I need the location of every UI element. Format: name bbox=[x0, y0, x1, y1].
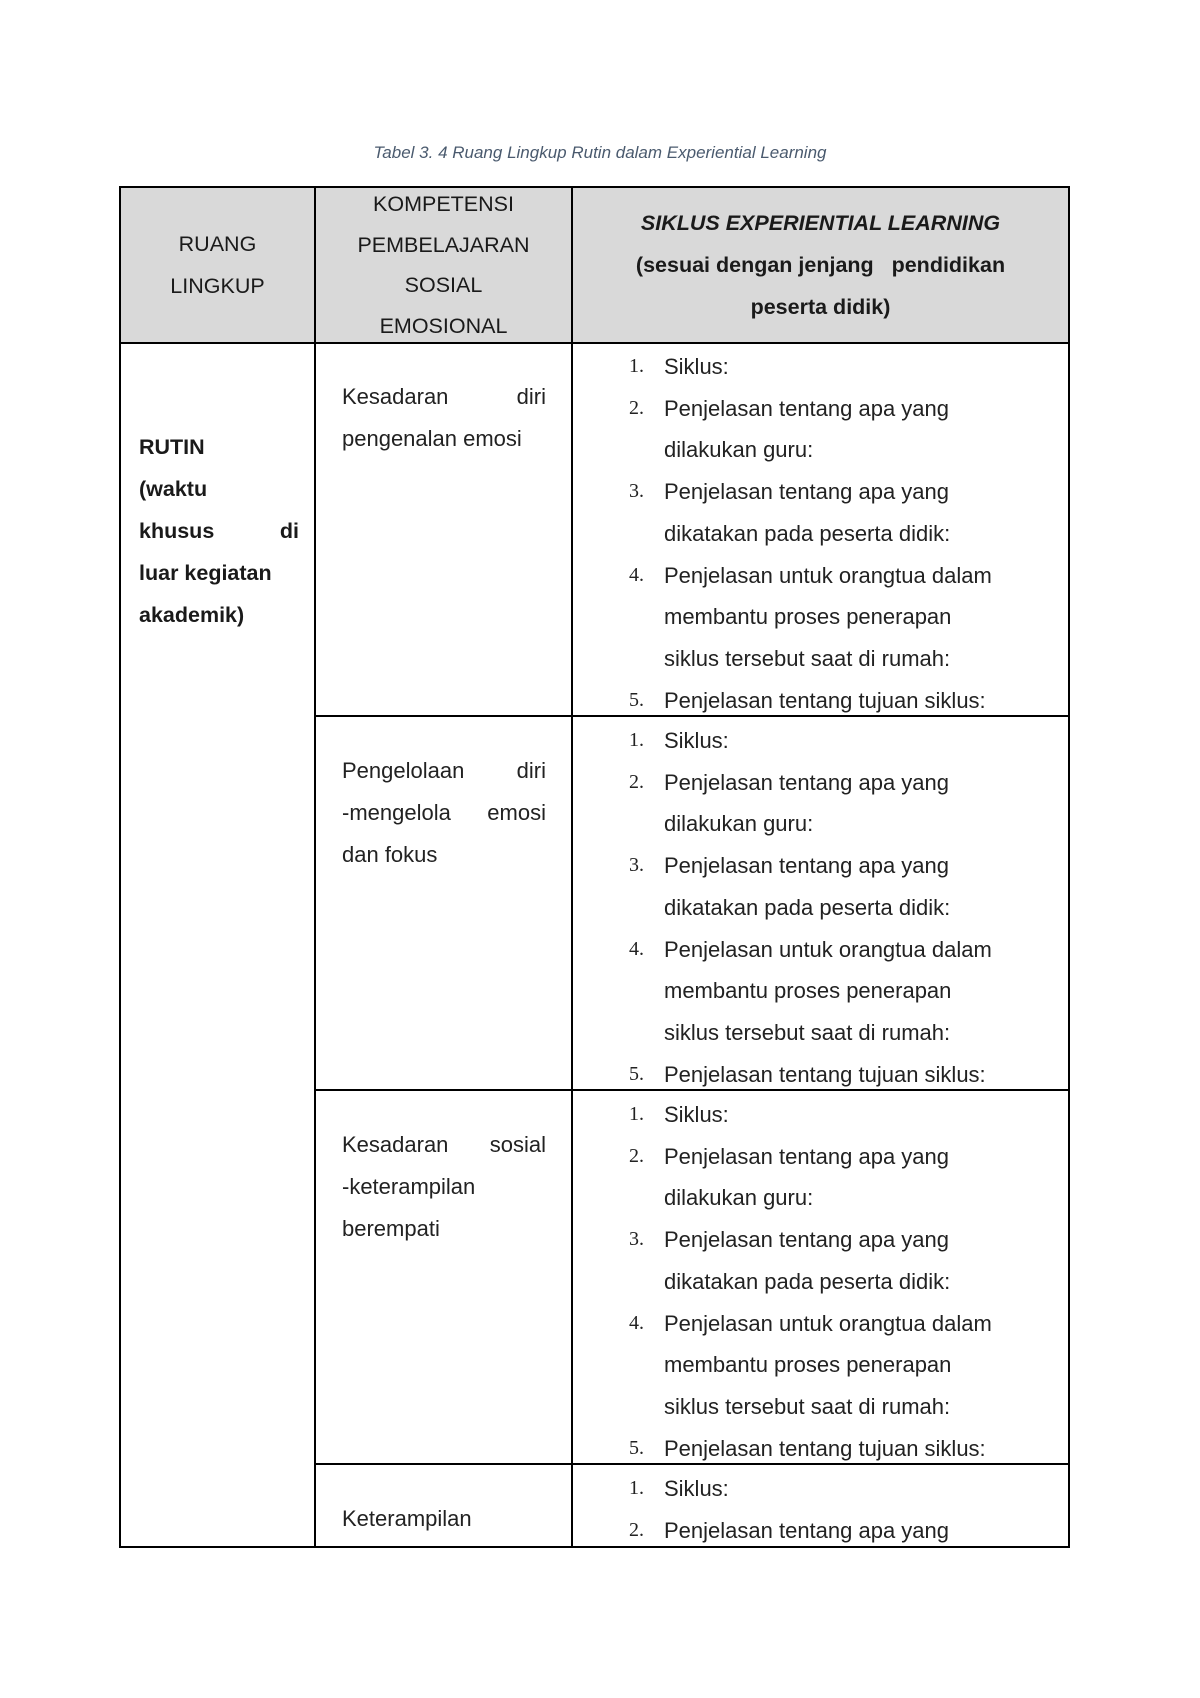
list-number: 3. bbox=[629, 1228, 644, 1251]
list-text-line: dikatakan pada peserta didik: bbox=[664, 894, 951, 920]
list-text bbox=[664, 1094, 1064, 1136]
list-number: 2. bbox=[629, 1518, 644, 1541]
list-text bbox=[664, 929, 1064, 1054]
kompetensi-line: Pengelolaan diri bbox=[342, 758, 546, 783]
header-kompetensi-line: KOMPETENSI bbox=[373, 192, 514, 216]
header-siklus-sub: (sesuai dengan jenjang pendidikan bbox=[635, 253, 1006, 277]
header-kompetensi-line: PEMBELAJARAN bbox=[357, 232, 530, 257]
list-number: 1. bbox=[629, 729, 644, 751]
list-text-line: dilakukan guru: bbox=[664, 811, 814, 837]
list-text-line: Penjelasan tentang apa yang bbox=[664, 1517, 950, 1543]
list-text bbox=[664, 1136, 1064, 1219]
list-text bbox=[664, 1219, 1064, 1302]
row-divider bbox=[314, 1463, 1068, 1465]
routine-scope-table bbox=[119, 186, 1070, 1548]
list-text-line: Siklus: bbox=[664, 728, 729, 753]
list-text-line: dilakukan guru: bbox=[664, 437, 814, 463]
list-text bbox=[664, 555, 1064, 680]
ruang-lingkup-cell bbox=[139, 426, 299, 636]
ruang-line: khusus di bbox=[139, 519, 299, 543]
list-number: 1. bbox=[629, 1103, 644, 1125]
kompetensi-line: -keterampilan bbox=[342, 1174, 476, 1199]
header-kompetensi-line: SOSIAL bbox=[404, 273, 483, 297]
list-text-line: Penjelasan tentang apa yang bbox=[664, 1227, 950, 1253]
list-text-line: Penjelasan tentang tujuan siklus: bbox=[664, 1061, 986, 1087]
kompetensi-line: Keterampilan bbox=[342, 1506, 472, 1531]
list-text-line: membantu proses penerapan bbox=[664, 1352, 952, 1378]
list-text-line: membantu proses penerapan bbox=[664, 978, 952, 1004]
list-text-line: siklus tersebut saat di rumah: bbox=[664, 1019, 951, 1045]
list-number: 4. bbox=[629, 563, 644, 586]
list-number: 3. bbox=[629, 480, 644, 503]
kompetensi-line: berempati bbox=[342, 1216, 440, 1241]
list-text-line: Penjelasan tentang apa yang bbox=[664, 395, 950, 421]
list-text bbox=[664, 1468, 1064, 1510]
header-ruang-line: RUANG bbox=[178, 232, 257, 256]
list-number: 1. bbox=[629, 355, 644, 377]
list-number: 4. bbox=[629, 937, 644, 960]
list-text bbox=[664, 845, 1064, 928]
list-text-line: Penjelasan tentang tujuan siklus: bbox=[664, 687, 986, 713]
list-text-line: siklus tersebut saat di rumah: bbox=[664, 645, 951, 671]
ruang-line: (waktu bbox=[139, 477, 208, 501]
list-text bbox=[664, 1303, 1064, 1428]
list-number: 5. bbox=[629, 688, 644, 711]
ruang-line: luar kegiatan bbox=[139, 561, 272, 585]
list-text-line: Penjelasan tentang apa yang bbox=[664, 853, 950, 879]
list-text-line: membantu proses penerapan bbox=[664, 604, 952, 630]
column-divider-1 bbox=[314, 188, 316, 1546]
kompetensi-line: Kesadaran diri bbox=[342, 384, 546, 409]
list-text bbox=[664, 1510, 1064, 1552]
list-number: 3. bbox=[629, 854, 644, 877]
list-text-line: dilakukan guru: bbox=[664, 1185, 814, 1211]
header-ruang-lingkup bbox=[121, 188, 314, 342]
list-number: 2. bbox=[629, 770, 644, 793]
column-divider-2 bbox=[571, 188, 573, 1546]
list-text-line: Penjelasan tentang apa yang bbox=[664, 1143, 950, 1169]
table-caption: Tabel 3. 4 Ruang Lingkup Rutin dalam Experiential Learning bbox=[373, 143, 827, 162]
list-text bbox=[664, 388, 1064, 471]
kompetensi-line: dan fokus bbox=[342, 842, 438, 867]
list-text-line: siklus tersebut saat di rumah: bbox=[664, 1393, 951, 1419]
list-text-line: Penjelasan tentang tujuan siklus: bbox=[664, 1435, 986, 1461]
kompetensi-line: Kesadaran sosial bbox=[342, 1132, 546, 1157]
list-text-line: Penjelasan untuk orangtua dalam bbox=[664, 562, 992, 588]
list-number: 4. bbox=[629, 1311, 644, 1334]
header-divider bbox=[121, 342, 1068, 344]
header-kompetensi-line: EMOSIONAL bbox=[379, 313, 508, 338]
list-text-line: dikatakan pada peserta didik: bbox=[664, 1268, 951, 1294]
list-number: 2. bbox=[629, 396, 644, 419]
header-siklus-sub: peserta didik) bbox=[750, 295, 891, 319]
header-siklus bbox=[573, 188, 1068, 342]
list-text bbox=[664, 346, 1064, 388]
list-number: 5. bbox=[629, 1436, 644, 1459]
list-text-line: Siklus: bbox=[664, 354, 729, 379]
list-text-line: Penjelasan tentang apa yang bbox=[664, 479, 950, 505]
list-number: 2. bbox=[629, 1144, 644, 1167]
row-divider bbox=[314, 1089, 1068, 1091]
header-siklus-title: SIKLUS EXPERIENTIAL LEARNING bbox=[640, 211, 1001, 235]
kompetensi-cell bbox=[342, 750, 546, 876]
list-text bbox=[664, 720, 1064, 762]
header-kompetensi bbox=[316, 188, 571, 342]
list-text bbox=[664, 471, 1064, 554]
ruang-line: akademik) bbox=[139, 603, 245, 627]
list-text-line: Penjelasan untuk orangtua dalam bbox=[664, 1310, 992, 1336]
list-text-line: Penjelasan tentang apa yang bbox=[664, 769, 950, 795]
list-number: 1. bbox=[629, 1477, 644, 1499]
kompetensi-cell bbox=[342, 1498, 546, 1540]
list-text-line: Siklus: bbox=[664, 1476, 729, 1501]
ruang-title: RUTIN bbox=[139, 435, 205, 459]
list-text-line: dikatakan pada peserta didik: bbox=[664, 520, 951, 546]
list-text-line: Penjelasan untuk orangtua dalam bbox=[664, 936, 992, 962]
list-text-line: Siklus: bbox=[664, 1102, 729, 1127]
row-divider bbox=[314, 715, 1068, 717]
kompetensi-cell bbox=[342, 1124, 546, 1250]
kompetensi-cell bbox=[342, 376, 546, 460]
header-ruang-line: LINGKUP bbox=[170, 274, 265, 298]
kompetensi-line: -mengelola emosi bbox=[342, 800, 546, 825]
kompetensi-line: pengenalan emosi bbox=[342, 426, 522, 451]
list-text bbox=[664, 762, 1064, 845]
list-number: 5. bbox=[629, 1062, 644, 1085]
